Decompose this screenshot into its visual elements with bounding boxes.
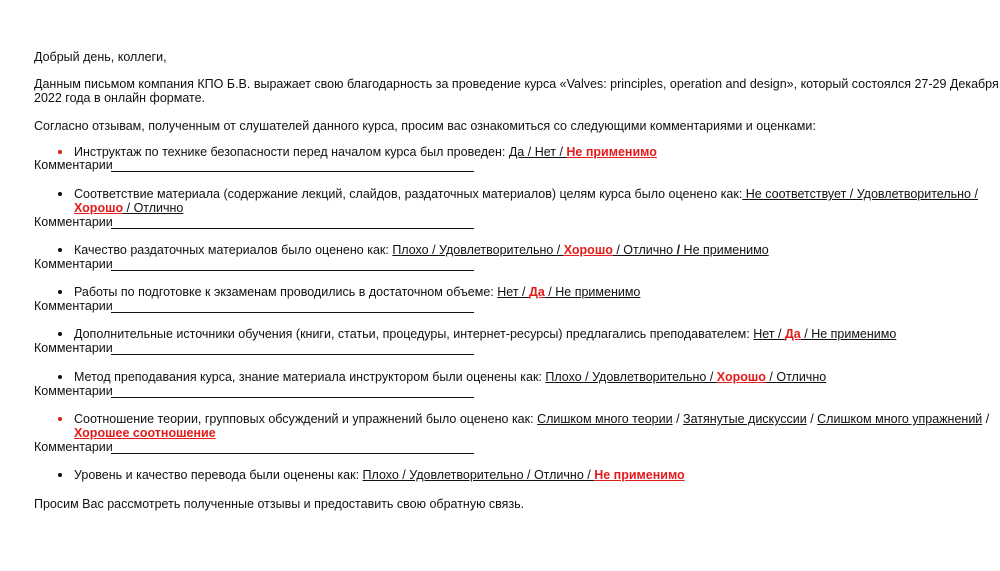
option-not-applicable-selected: Не применимо [594,468,685,482]
option-list: Плохо / Удовлетворительно / [545,370,717,384]
feedback-item-material [74,187,978,202]
comment-label: Комментарии [34,384,113,398]
comment-label: Комментарии [34,299,113,313]
bullet-icon [58,150,62,154]
feedback-item-handouts [74,243,769,258]
option-not-applicable: Не применимо [555,285,641,299]
bullet-icon [58,417,62,421]
lead-paragraph: Согласно отзывам, полученным от слушателей данного курса, просим вас ознакомиться со следующими комментариями и оценками: [34,119,816,133]
bullet-icon [58,192,62,196]
feedback-item-theory-ratio [74,412,989,427]
greeting: Добрый день, коллеги, [34,50,167,64]
comment-label: Комментарии [34,341,113,355]
comment-label: Комментарии [34,257,113,271]
option-no: Нет [497,285,519,299]
item-text: Качество раздаточных материалов было оценено как: [74,243,393,257]
option-separator: / [555,145,567,159]
option-separator: / [774,327,785,341]
option-no: Нет [753,327,775,341]
option-list: Не соответствует / Удовлетворительно / [742,187,978,201]
option-good-selected: Хорошо [563,243,613,257]
feedback-item-material-cont [74,201,183,216]
item-text: Уровень и качество перевода были оценены как: [74,468,363,482]
comment-field[interactable] [111,453,474,454]
comment-label: Комментарии [34,158,113,172]
option-list: Плохо / Удовлетворительно / Отлично / [362,468,595,482]
option-yes-selected: Да [528,285,545,299]
feedback-item-safety [74,145,657,160]
option-too-much-theory: Слишком много теории [537,412,673,426]
option-good-selected: Хорошо [74,201,124,215]
intro-line-1: Данным письмом компания КПО Б.В. выражает свою благодарность за проведение курса «Valves: principles, operation and design», который состоялся 27-29 Декабря [34,77,999,91]
feedback-item-exam-prep [74,285,640,300]
item-text: Соотношение теории, групповых обсуждений и упражнений было оценено как: [74,412,538,426]
option-separator: / [544,285,556,299]
item-text: Дополнительные источники обучения (книги, статьи, процедуры, интернет-ресурсы) предлагались преподавателем: [74,327,754,341]
option-not-applicable-selected: Не применимо [566,145,657,159]
option-not-applicable: Не применимо [680,243,769,257]
feedback-item-theory-ratio-cont [74,426,216,441]
bullet-icon [58,375,62,379]
feedback-item-extra-sources [74,327,896,342]
option-separator: / [518,285,529,299]
option-good-ratio-selected: Хорошее соотношение [74,426,216,440]
option-separator: / [676,243,681,257]
option-separator: / [672,412,684,426]
bullet-icon [58,332,62,336]
comment-field[interactable] [111,312,474,313]
option-list: Плохо / Удовлетворительно / [392,243,564,257]
option-yes: Да [508,145,525,159]
bullet-icon [58,248,62,252]
comment-field[interactable] [111,397,474,398]
item-text: Метод преподавания курса, знание материала инструктором были оценены как: [74,370,546,384]
comment-label: Комментарии [34,440,113,454]
option-good-selected: Хорошо [716,370,766,384]
comment-label: Комментарии [34,215,113,229]
item-text: Соответствие материала (содержание лекций, слайдов, раздаточных материалов) целям курса было оценено как: [74,187,743,201]
option-yes-selected: Да [784,327,801,341]
option-separator: / [982,412,990,426]
option-separator: / [123,201,134,215]
bullet-icon [58,473,62,477]
option-no: Нет [534,145,556,159]
feedback-item-translation [74,468,685,483]
item-text: Работы по подготовке к экзаменам проводились в достаточном объеме: [74,285,498,299]
option-too-many-exercises: Слишком много упражнений [817,412,983,426]
comment-field[interactable] [111,171,474,172]
intro-line-2: 2022 года в онлайн формате. [34,91,206,105]
option-separator: / [800,327,812,341]
option-not-applicable: Не применимо [811,327,897,341]
comment-field[interactable] [111,354,474,355]
option-excellent: Отлично [133,201,184,215]
option-long-discussions: Затянутые дискуссии [683,412,807,426]
option-separator: / [806,412,818,426]
bullet-icon [58,290,62,294]
closing-paragraph: Просим Вас рассмотреть полученные отзывы и предоставить свою обратную связь. [34,497,525,511]
comment-field[interactable] [111,228,474,229]
feedback-item-teaching-method [74,370,826,385]
option-separator: / [765,370,777,384]
option-separator: / Отлично [612,243,677,257]
comment-field[interactable] [111,270,474,271]
option-excellent: Отлично [776,370,827,384]
item-text: Инструктаж по технике безопасности перед началом курса был проведен: [74,145,509,159]
option-separator: / [524,145,535,159]
